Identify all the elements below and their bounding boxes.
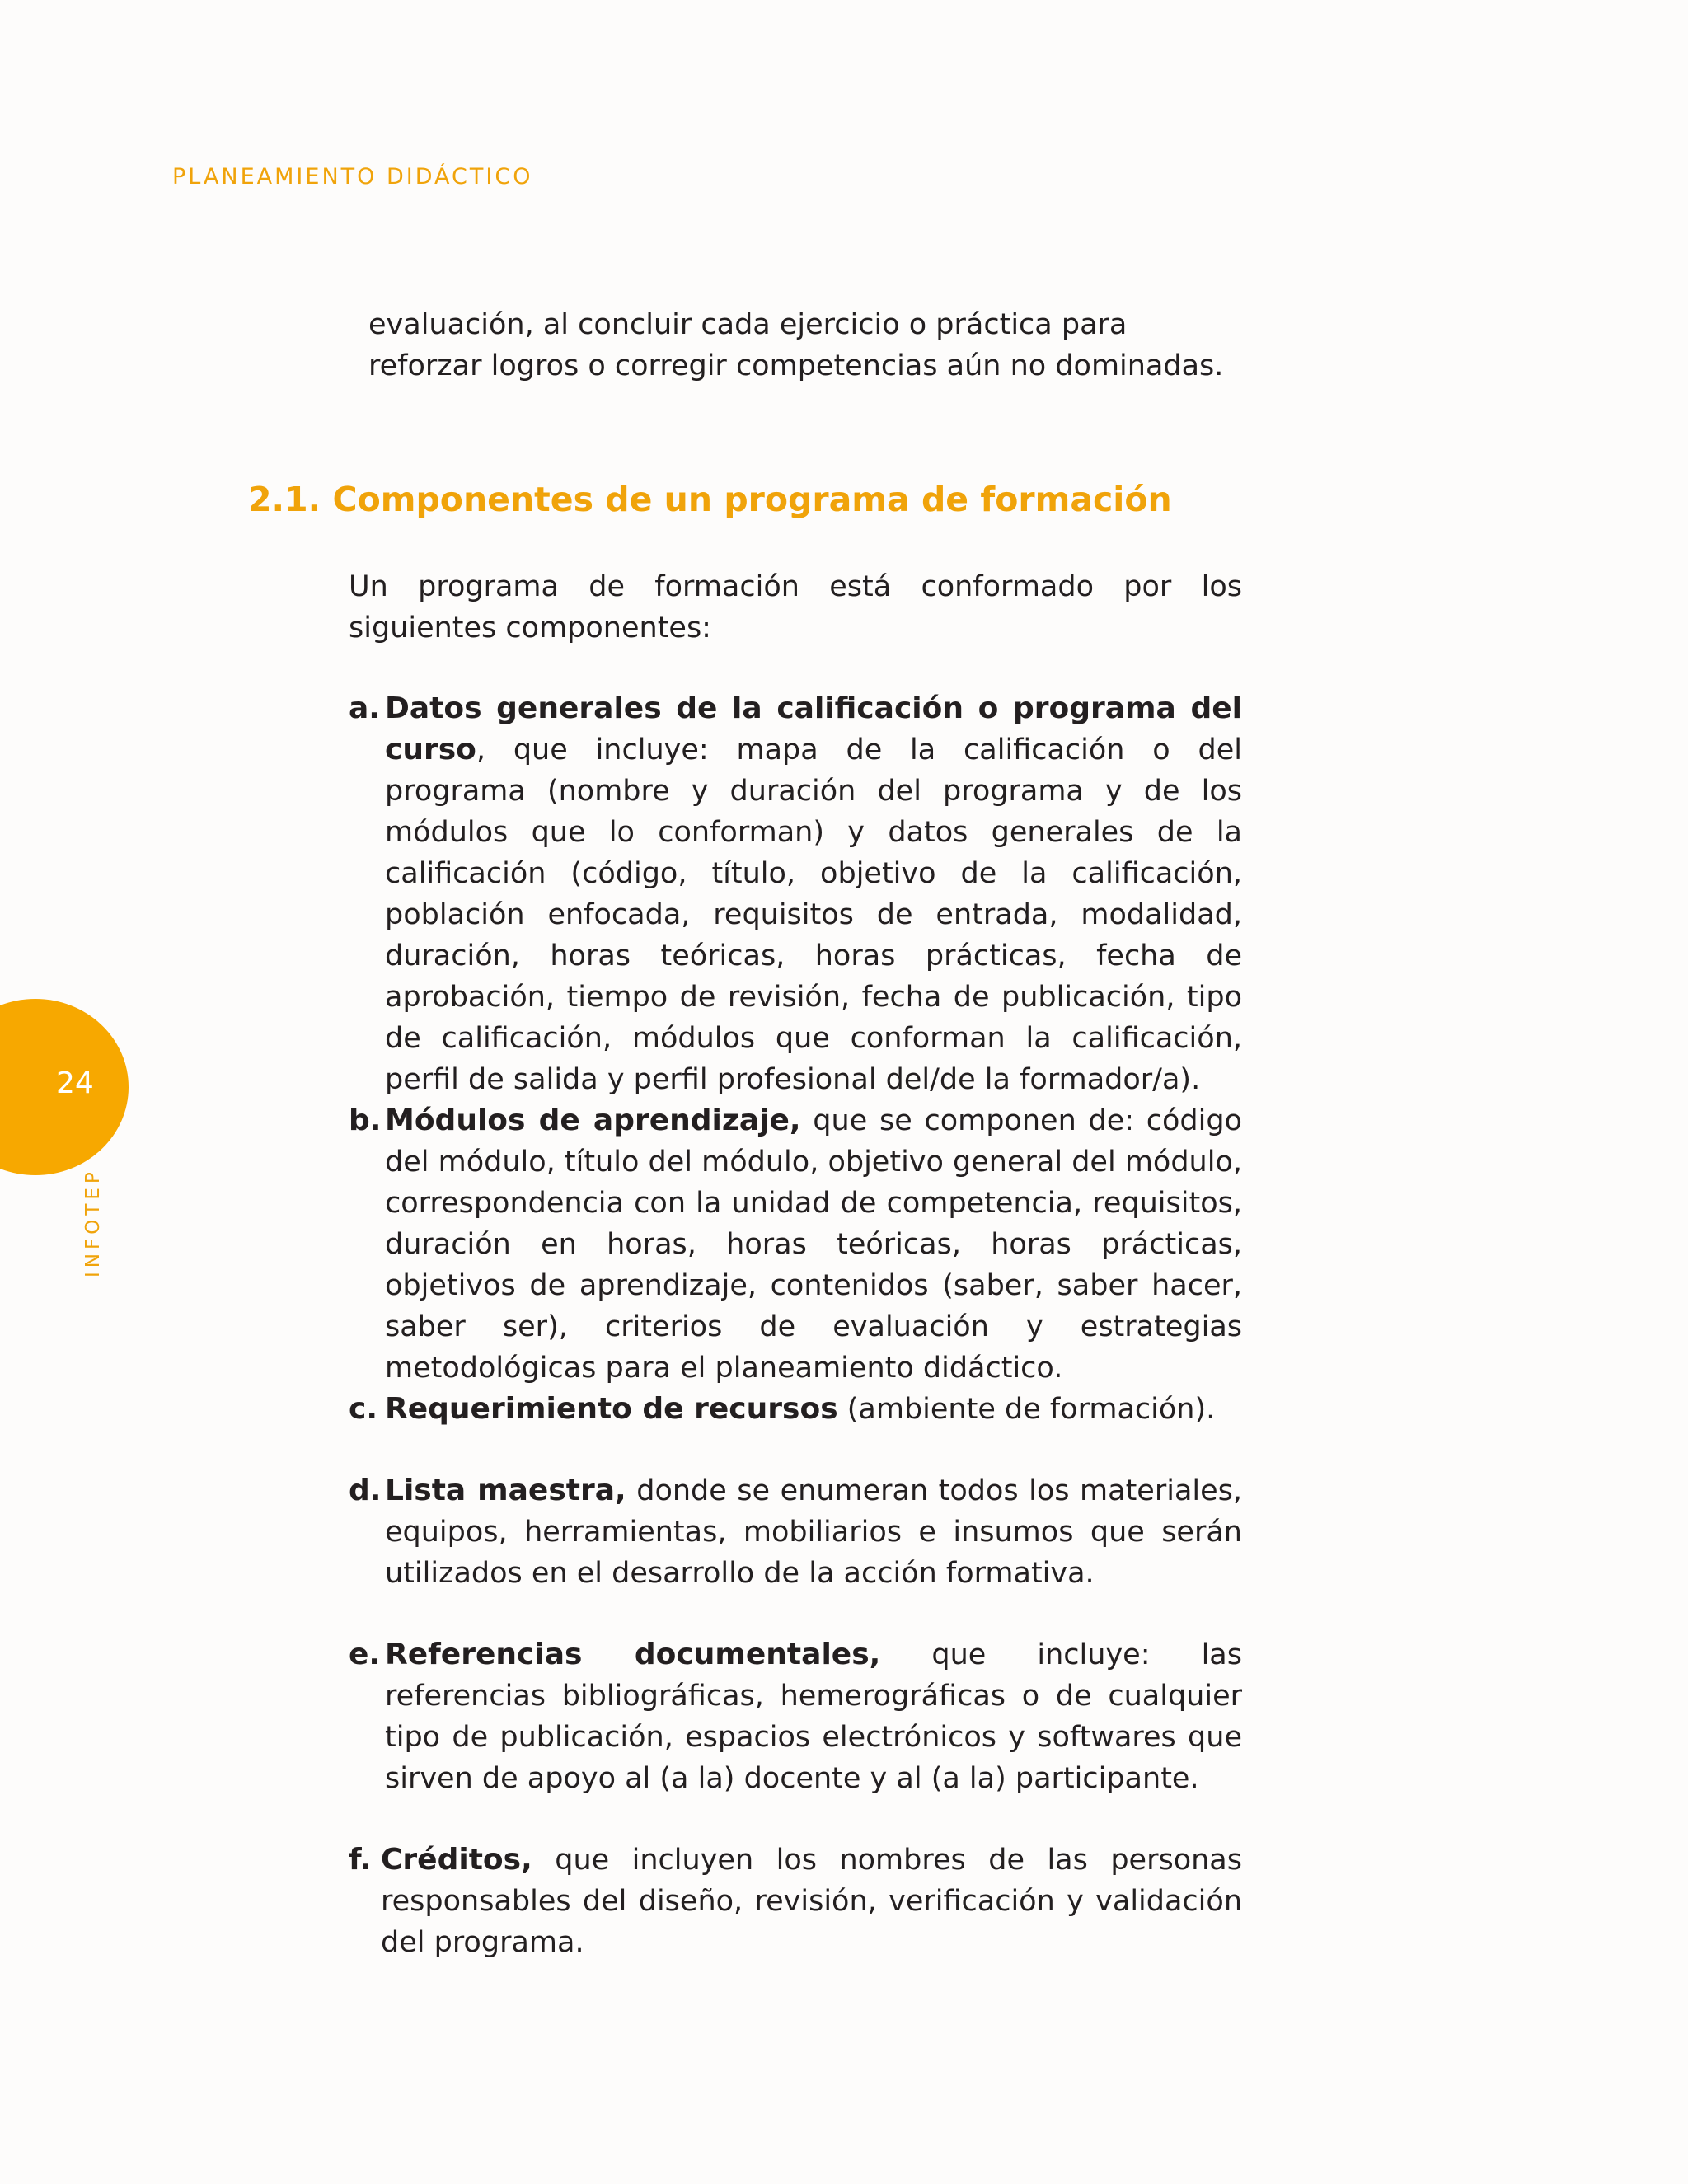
list-item-a — [349, 688, 1242, 1100]
list-item-text — [385, 1100, 1242, 1389]
intro-paragraph: evaluación, al concluir cada ejercicio o práctica para reforzar logros o corregir competencias aún no dominadas. — [368, 308, 1224, 382]
list-item-text — [385, 1634, 1242, 1799]
section-heading: 2.1. Componentes de un programa de formación — [248, 480, 1172, 519]
list-marker: b. — [349, 1104, 382, 1137]
running-header: PLANEAMIENTO DIDÁCTICO — [172, 164, 533, 190]
list-marker: a. — [349, 691, 380, 725]
side-label: INFOTEP — [82, 1168, 104, 1277]
list-item-body: (ambiente de formación). — [837, 1393, 1216, 1426]
list-item-e — [349, 1634, 1242, 1799]
list-marker: f. — [349, 1843, 372, 1877]
list-item-text — [381, 1840, 1242, 1963]
section-lead-paragraph: Un programa de formación está conformado por los siguientes componentes: — [349, 570, 1242, 644]
list-item-b — [349, 1100, 1242, 1389]
list-marker: d. — [349, 1474, 382, 1507]
list-item-lead: Módulos de aprendizaje, — [385, 1104, 801, 1137]
list-item-body: que incluye: las referencias bibliográficas, hemerográficas o de cualquier tipo de publicación, espacios electrónicos y softwares que sirven de apoyo al (a la) docente y al (a la) participante. — [385, 1638, 1242, 1795]
list-item-d — [349, 1470, 1242, 1594]
list-item-body: donde se enumeran todos los materiales, equipos, herramientas, mobiliarios e insumos que serán utilizados en el desarrollo de la acción formativa. — [385, 1474, 1243, 1590]
list-item-lead: Créditos, — [381, 1843, 532, 1877]
list-item-c — [349, 1389, 1242, 1430]
list-item-f — [349, 1840, 1242, 1963]
list-item-text — [385, 1470, 1242, 1594]
page-number: 24 — [56, 1066, 94, 1100]
list-item-text — [385, 688, 1242, 1100]
list-item-lead: Datos generales de la calificación o programa del curso — [385, 691, 1242, 766]
list-marker: c. — [349, 1392, 378, 1426]
list-item-text — [385, 1389, 1242, 1430]
list-item-lead: Requerimiento de recursos — [385, 1392, 838, 1426]
list-marker: e. — [349, 1638, 381, 1671]
list-item-lead: Referencias documentales, — [385, 1638, 881, 1671]
list-item-lead: Lista maestra, — [385, 1474, 626, 1507]
list-item-body: , que incluye: mapa de la calificación o del programa (nombre y duración del programa y de los módulos que lo conforman) y datos generales de la calificación (código, título, objetivo de la calificación, población enfocada, requisitos de entrada, modalidad, duración, horas teóricas, horas prácticas, fecha de aprobación, tiempo de revisión, fecha de publicación, tipo de calificación, módulos que conforman la calificación, perfil de salida y perfil profesional del/de la formador/a). — [385, 733, 1242, 1096]
list-item-body: que incluyen los nombres de las personas responsables del diseño, revisión, verificación y validación del programa. — [381, 1844, 1242, 1959]
list-item-body: que se componen de: código del módulo, título del módulo, objetivo general del módulo, correspondencia con la unidad de competencia, requisitos, duración en horas, horas teóricas, horas prácticas, objetivos de aprendizaje, contenidos (saber, saber hacer, saber ser), criterios de evaluación y estrategias metodológicas para el planeamiento didáctico. — [385, 1104, 1242, 1385]
